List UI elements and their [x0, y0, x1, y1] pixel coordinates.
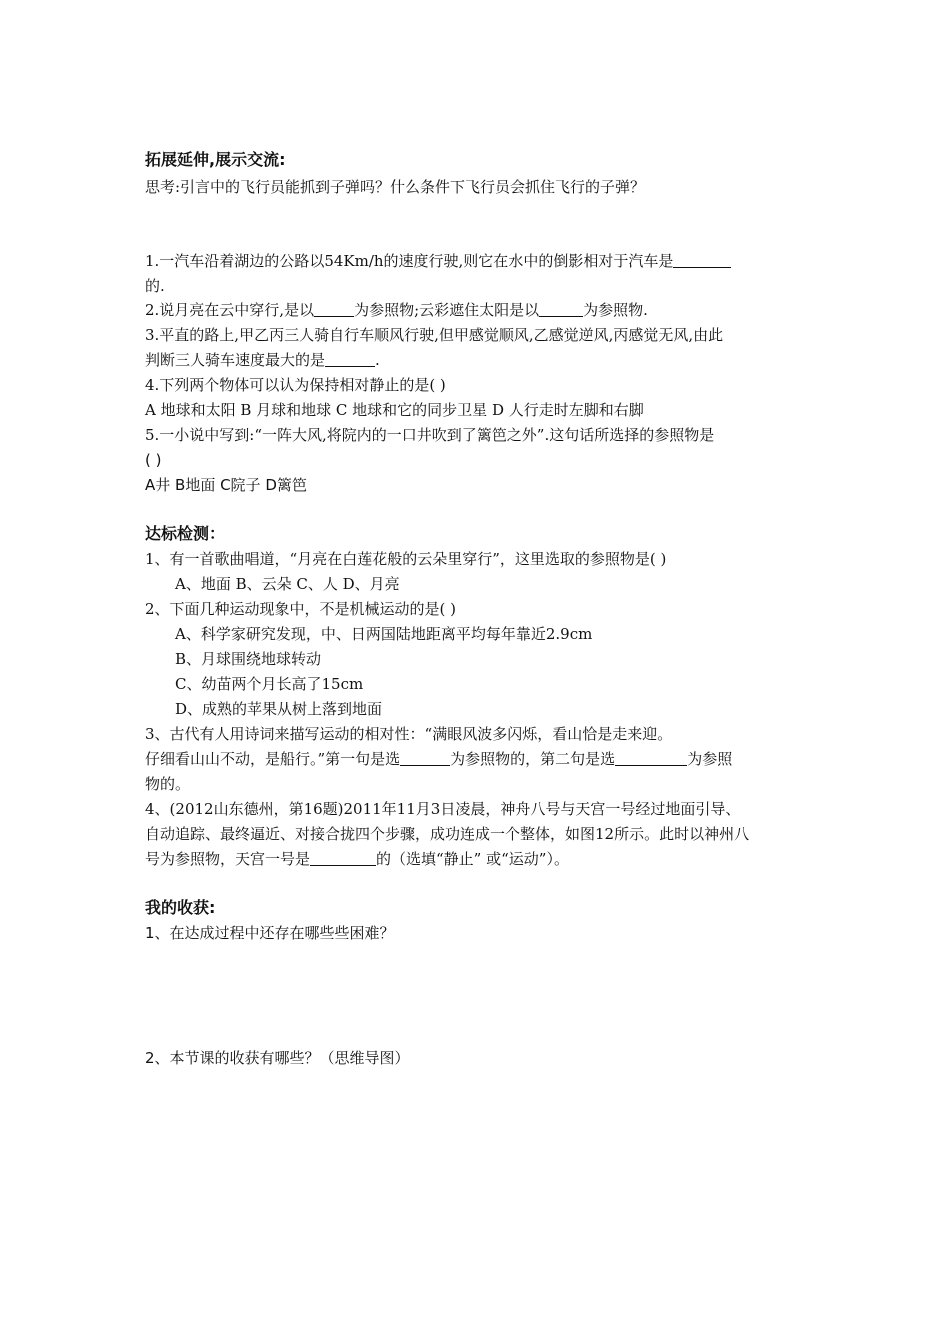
- answer-blank: [615, 751, 687, 766]
- check-question-1: 1、有一首歌曲唱道，“月亮在白莲花般的云朵里穿行”，这里选取的参照物是( ): [145, 550, 667, 568]
- answer-blank: [400, 751, 450, 766]
- check-question-2-option-a: A、科学家研究发现，中、日两国陆地距离平均每年靠近2.9cm: [175, 625, 593, 643]
- check-question-4-line-2: 自动追踪、最终逼近、对接合拢四个步骤，成功连成一个整体，如图12所示。此时以神州八: [145, 825, 750, 843]
- section-title-check: 达标检测：: [145, 524, 226, 543]
- answer-blank: [314, 302, 354, 317]
- check-question-4-line-3: 号为参照物，天宫一号是 的（选填“静止” 或“运动”）。: [145, 850, 569, 868]
- check-question-3-line-2: 仔细看山山不动，是船行。”第一句是选 为参照物的，第二句是选 为参照: [145, 750, 733, 768]
- check-question-3-line-3: 物的。: [145, 775, 191, 793]
- think-question: 思考:引言中的飞行员能抓到子弹吗？什么条件下飞行员会抓住飞行的子弹？: [145, 178, 646, 196]
- answer-blank: [673, 253, 731, 268]
- check-question-3-line-1: 3、古代有人用诗词来描写运动的相对性：“满眼风波多闪烁，看山恰是走来迎。: [145, 725, 673, 743]
- check-question-2-option-d: D、成熟的苹果从树上落到地面: [175, 700, 383, 718]
- answer-blank: [310, 851, 376, 866]
- question-5-line-2: ( ): [145, 451, 162, 469]
- question-5-line-1: 5.一小说中写到:“一阵大风,将院内的一口井吹到了篱笆之外”.这句话所选择的参照物是: [145, 426, 715, 444]
- check-question-2-option-b: B、月球围绕地球转动: [175, 650, 322, 668]
- question-3-line-1: 3.平直的路上,甲乙丙三人骑自行车顺风行驶,但甲感觉顺风,乙感觉逆风,丙感觉无风,由此: [145, 326, 724, 344]
- section-title-harvest: 我的收获:: [145, 898, 216, 917]
- harvest-question-1: 1、在达成过程中还存在哪些些困难？: [145, 924, 395, 942]
- check-question-2-option-c: C、幼苗两个月长高了15cm: [175, 675, 364, 693]
- question-3-line-2: 判断三人骑车速度最大的是 .: [145, 351, 380, 369]
- question-1-line-2: 的.: [145, 277, 165, 295]
- question-5-options: A井 B地面 C院子 D篱笆: [145, 476, 307, 494]
- question-4: 4.下列两个物体可以认为保持相对静止的是( ): [145, 376, 446, 394]
- section-title-extension: 拓展延伸,展示交流:: [145, 150, 286, 169]
- answer-blank: [539, 302, 583, 317]
- check-question-1-options: A、地面 B、云朵 C、人 D、月亮: [175, 575, 400, 593]
- check-question-4-line-1: 4、(2012山东德州，第16题)2011年11月3日凌晨，神舟八号与天宫一号经过地面引导、: [145, 800, 741, 818]
- harvest-question-2: 2、本节课的收获有哪些？（思维导图）: [145, 1049, 410, 1067]
- question-2: 2.说月亮在云中穿行,是以 为参照物;云彩遮住太阳是以 为参照物.: [145, 301, 648, 319]
- question-1-line-1: 1.一汽车沿着湖边的公路以54Km/h的速度行驶,则它在水中的倒影相对于汽车是: [145, 251, 731, 271]
- check-question-2: 2、下面几种运动现象中，不是机械运动的是( ): [145, 600, 457, 618]
- answer-blank: [325, 352, 375, 367]
- question-4-options: A 地球和太阳 B 月球和地球 C 地球和它的同步卫星 D 人行走时左脚和右脚: [145, 401, 644, 419]
